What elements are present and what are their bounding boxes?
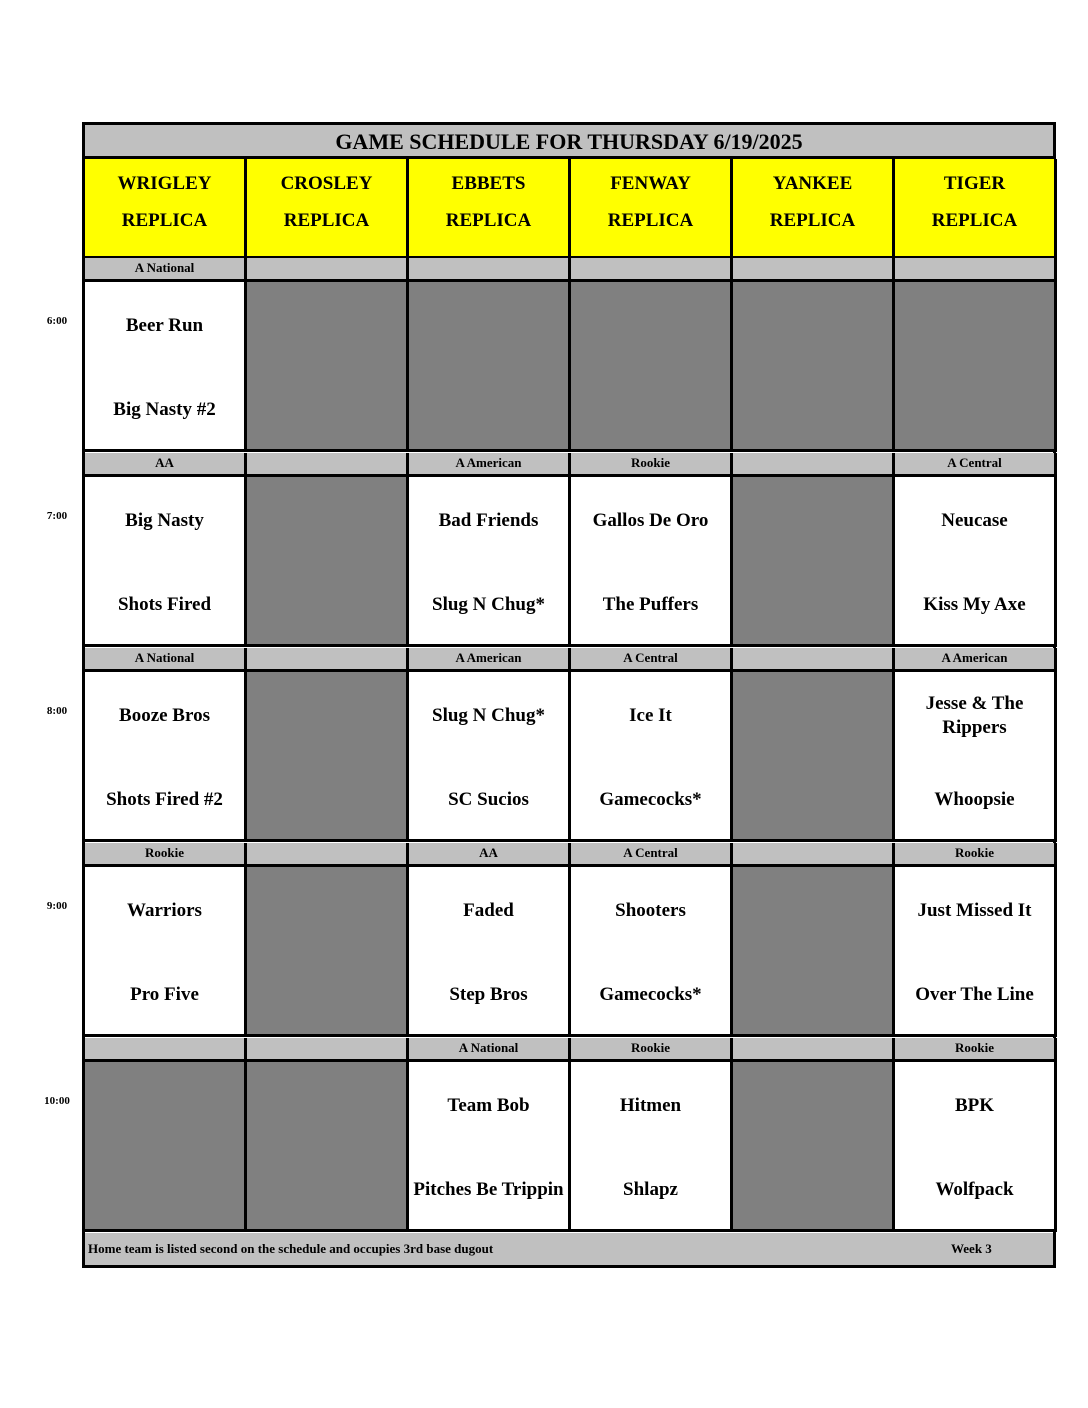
time-label: 9:00 — [46, 900, 68, 912]
field-subtitle: REPLICA — [445, 210, 532, 231]
home-team: Big Nasty #2 — [113, 399, 216, 420]
division-label — [247, 843, 409, 867]
schedule-title: GAME SCHEDULE FOR THURSDAY 6/19/2025 — [85, 125, 1053, 159]
field-name: YANKEE — [772, 173, 853, 194]
home-team: The Puffers — [602, 594, 699, 615]
home-team: Shots Fired #2 — [106, 789, 223, 810]
division-label: Rookie — [895, 1038, 1057, 1062]
home-team: Pro Five — [130, 984, 199, 1005]
field-header-tiger — [895, 159, 1057, 259]
division-label: AA — [85, 453, 247, 477]
empty-slot — [247, 1062, 409, 1232]
home-team: SC Sucios — [448, 789, 529, 810]
division-label — [247, 453, 409, 477]
division-label: A American — [895, 648, 1057, 672]
division-label: A American — [409, 648, 571, 672]
division-label — [85, 1038, 247, 1062]
home-team: Pitches Be Trippin — [413, 1179, 564, 1200]
field-name: TIGER — [943, 173, 1006, 194]
game-cell — [409, 867, 571, 1037]
field-name: WRIGLEY — [117, 173, 212, 194]
division-label: A Central — [571, 843, 733, 867]
game-cell — [895, 477, 1057, 647]
field-subtitle: REPLICA — [121, 210, 208, 231]
time-label: 8:00 — [46, 705, 68, 717]
home-team: Over The Line — [915, 984, 1034, 1005]
game-cell — [571, 1062, 733, 1232]
game-cell — [85, 282, 247, 452]
empty-slot — [247, 477, 409, 647]
game-cell — [895, 1062, 1057, 1232]
home-team: Whoopsie — [934, 789, 1015, 810]
division-label: Rookie — [895, 843, 1057, 867]
empty-slot — [247, 672, 409, 842]
division-label: Rookie — [85, 843, 247, 867]
away-team: Team Bob — [447, 1095, 530, 1116]
game-cell — [571, 867, 733, 1037]
empty-slot — [733, 672, 895, 842]
division-label: A Central — [895, 453, 1057, 477]
division-label: A Central — [571, 648, 733, 672]
away-team: Booze Bros — [119, 705, 210, 726]
game-cell — [85, 867, 247, 1037]
empty-slot — [247, 867, 409, 1037]
game-cell — [409, 477, 571, 647]
away-team: Hitmen — [619, 1095, 682, 1116]
footer — [85, 1233, 1053, 1265]
empty-slot — [895, 282, 1057, 452]
away-team: BPK — [954, 1095, 995, 1116]
game-cell — [85, 672, 247, 842]
empty-slot — [733, 282, 895, 452]
game-cell — [571, 477, 733, 647]
division-label — [733, 648, 895, 672]
division-label — [247, 258, 409, 282]
away-team: Slug N Chug* — [432, 705, 545, 726]
field-subtitle: REPLICA — [283, 210, 370, 231]
empty-slot — [85, 1062, 247, 1232]
home-team: Gamecocks* — [599, 984, 702, 1005]
game-cell — [895, 672, 1057, 842]
field-name: EBBETS — [451, 173, 526, 194]
game-cell — [85, 477, 247, 647]
away-team: Jesse & The Rippers — [925, 693, 1024, 738]
division-label: A American — [409, 453, 571, 477]
field-header-yankee — [733, 159, 895, 259]
home-team: Slug N Chug* — [432, 594, 545, 615]
empty-slot — [733, 477, 895, 647]
away-team: Big Nasty — [125, 510, 204, 531]
away-team: Bad Friends — [438, 510, 539, 531]
field-header-fenway — [571, 159, 733, 259]
home-team: Gamecocks* — [599, 789, 702, 810]
division-label: Rookie — [571, 1038, 733, 1062]
field-header-crosley — [247, 159, 409, 259]
home-team: Kiss My Axe — [923, 594, 1026, 615]
field-subtitle: REPLICA — [769, 210, 856, 231]
away-team: Beer Run — [125, 315, 204, 336]
field-name: FENWAY — [610, 173, 691, 194]
away-team: Gallos De Oro — [592, 510, 709, 531]
empty-slot — [733, 1062, 895, 1232]
empty-slot — [571, 282, 733, 452]
division-label — [247, 648, 409, 672]
division-label: AA — [409, 843, 571, 867]
division-label — [571, 258, 733, 282]
division-label: Rookie — [571, 453, 733, 477]
game-cell — [895, 867, 1057, 1037]
game-cell — [409, 1062, 571, 1232]
division-label — [733, 1038, 895, 1062]
away-team: Shooters — [615, 900, 686, 921]
division-label — [895, 258, 1057, 282]
away-team: Neucase — [941, 510, 1008, 531]
division-label — [409, 258, 571, 282]
footer-note: Home team is listed second on the schedule and occupies 3rd base dugout — [88, 1241, 494, 1256]
division-label — [247, 1038, 409, 1062]
game-cell — [571, 672, 733, 842]
week-label: Week 3 — [951, 1241, 992, 1256]
empty-slot — [247, 282, 409, 452]
game-cell — [409, 672, 571, 842]
home-team: Wolfpack — [935, 1179, 1014, 1200]
empty-slot — [733, 867, 895, 1037]
field-subtitle: REPLICA — [607, 210, 694, 231]
division-label — [733, 843, 895, 867]
division-label: A National — [85, 648, 247, 672]
time-label: 7:00 — [46, 510, 68, 522]
home-team: Shlapz — [623, 1179, 678, 1200]
division-label — [733, 258, 895, 282]
field-header-ebbets — [409, 159, 571, 259]
time-label: 6:00 — [46, 315, 68, 327]
field-name: CROSLEY — [280, 173, 373, 194]
schedule-sheet — [82, 122, 1056, 1268]
division-label: A National — [409, 1038, 571, 1062]
field-subtitle: REPLICA — [931, 210, 1018, 231]
away-team: Just Missed It — [917, 900, 1032, 921]
home-team: Shots Fired — [117, 594, 212, 615]
away-team: Warriors — [127, 900, 202, 921]
away-team: Faded — [463, 900, 514, 921]
time-label: 10:00 — [44, 1095, 70, 1107]
division-label — [733, 453, 895, 477]
away-team: Ice It — [629, 705, 672, 726]
field-header-wrigley — [85, 159, 247, 259]
home-team: Step Bros — [449, 984, 528, 1005]
division-label: A National — [85, 258, 247, 282]
empty-slot — [409, 282, 571, 452]
